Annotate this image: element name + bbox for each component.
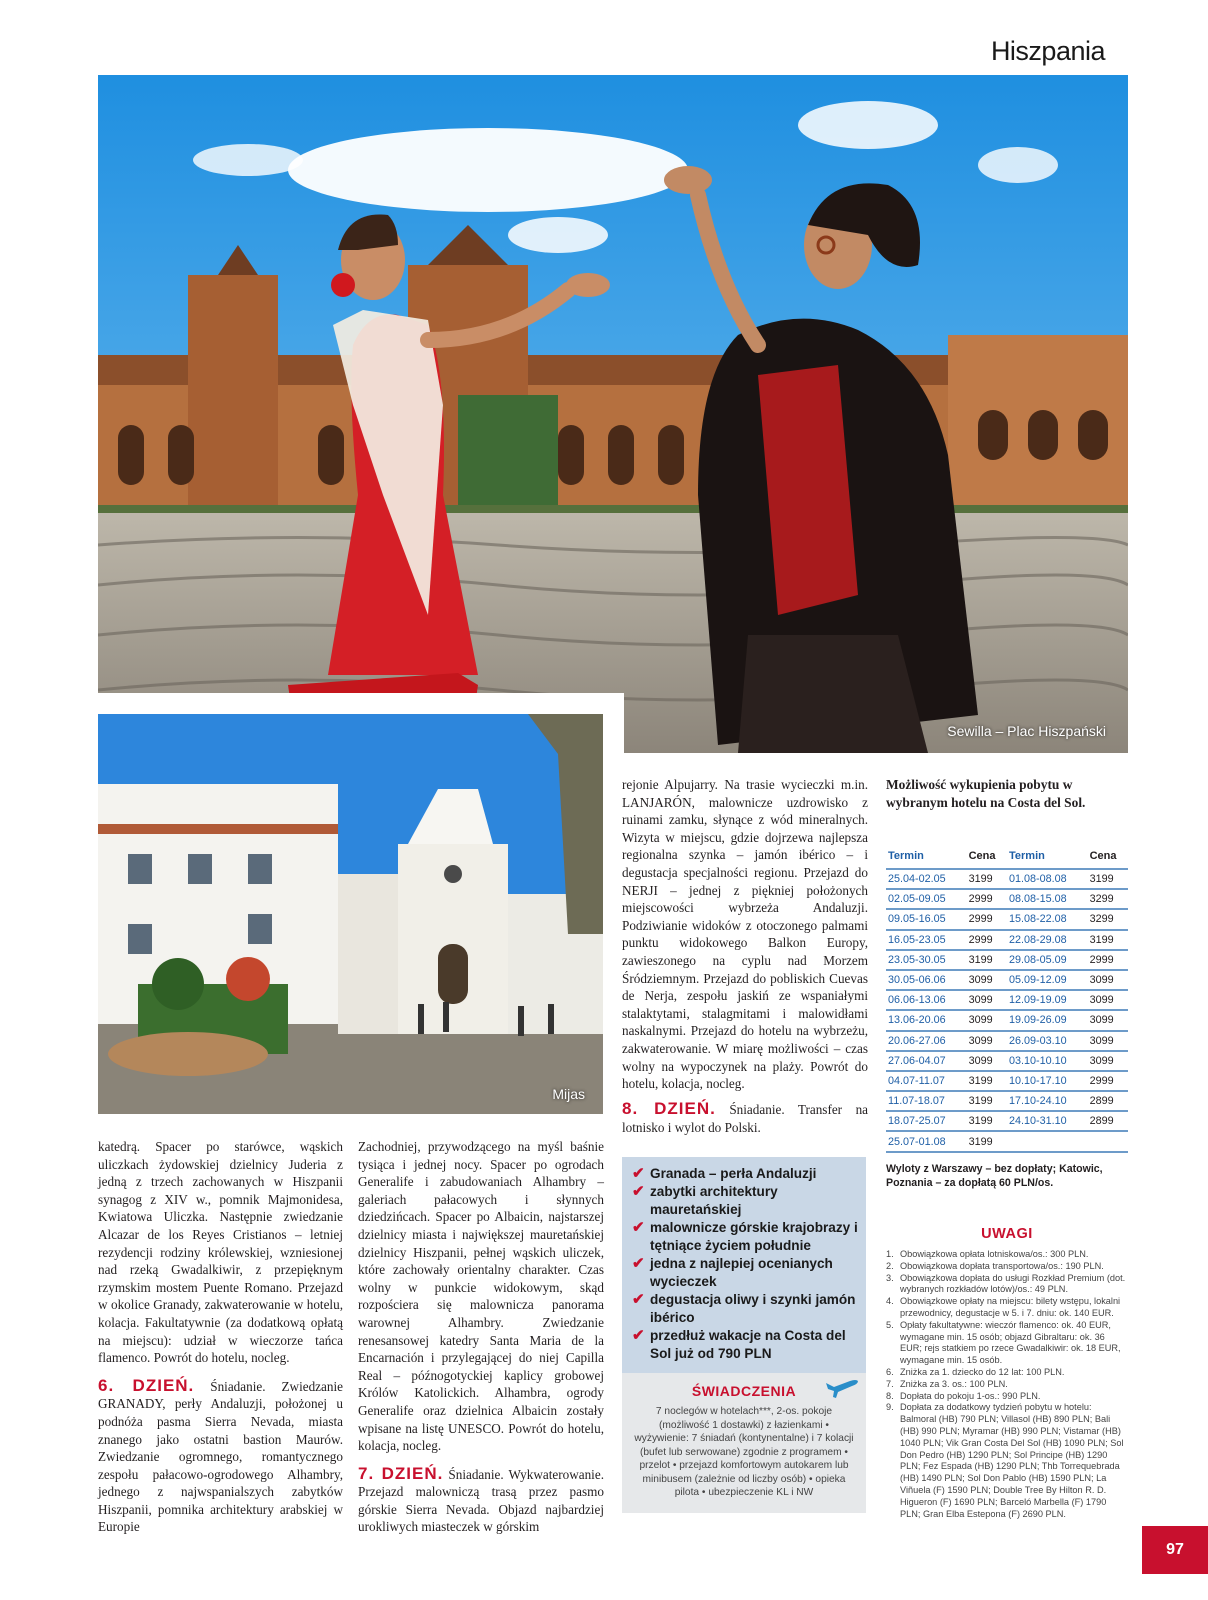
price-cell: 3199 (967, 869, 1007, 889)
highlight-item: ✔ degustacja oliwy i szynki jamón ibérico (632, 1291, 856, 1325)
price-cell: 3199 (1088, 869, 1128, 889)
price-cell: 2899 (1088, 1091, 1128, 1111)
date-cell: 25.07-01.08 (886, 1131, 967, 1151)
date-cell: 08.08-15.08 (1007, 889, 1088, 909)
note-text: Obowiązkowa dopłata do usługi Rozkład Premium (dot. wybranych rozkładów lotów)/os.: 49 PLN. (900, 1272, 1126, 1295)
note-number: 9. (886, 1402, 894, 1413)
date-cell: 01.08-08.08 (1007, 869, 1088, 889)
price-cell: 2999 (967, 889, 1007, 909)
date-cell: 12.09-19.09 (1007, 990, 1088, 1010)
photo-caption: Mijas (552, 1086, 585, 1102)
date-cell: 03.10-10.10 (1007, 1051, 1088, 1071)
note-text: Zniżka za 1. dziecko do 12 lat: 100 PLN. (900, 1366, 1065, 1377)
note-item (886, 1402, 1128, 1520)
note-text: Dopłata za dodatkowy tydzień pobytu w hotelu: Balmoral (HB) 790 PLN; Villasol (HB) 890 PLN; Bali (HB) 990 PLN; Myramar (HB) 990 PLN; Vistamar (HB) 1040 PLN; Vik Gran Costa Del Sol (HB) 1090 PLN; Sol Don Pedro (HB) 1290 PLN; Sol Principe (HB) 1290 PLN; Fez Espada (HB) 1290 PLN; Thb Torrequebrada (HB) 1490 PLN; Sol Don Pablo (HB) 1590 PLN; La Viñuela (F) 1590 PLN; Double Tree By Hilton R. D. Higueron (F) 1690 PLN; Barceló Marbella (F) 1790 PLN; Gran Elba Estepona (F) 2690 PLN. (900, 1402, 1124, 1519)
note-number: 8. (886, 1390, 894, 1401)
date-cell: 09.05-16.05 (886, 909, 967, 929)
itinerary-paragraph: Zachodniej, przywodzącego na myśl baśnie tysiąca i jednej nocy. Spacer po ogrodach Generalife i zabudowaniach Alhambry – galeriach pałacowych i słynnych dziedzińcach. Spacer po Albaicin, najstarszej dzielnicy miasta i największej mauretańskiej dzielnicy Hiszpanii, pełnej wąskich uliczek, które zachowały orientalny charakter. Czas wolny w punkcie widokowym, skąd rozpościera się malownicza panorama warownej Alhambry. Zwiedzanie renesansowej katedry Santa Maria de la Encarnación i przylegającej do niej Capilla Real – późnogotyckiej kaplicy grobowej Królów Katolickich. Alhambra, ogrody Generalife oraz dzielnica Albaicin zostały wpisane na listę UNESCO. Powrót do hotelu, kolacja, nocleg. (358, 1139, 604, 1454)
price-cell: 2999 (967, 909, 1007, 929)
table-row (886, 889, 1128, 909)
date-cell: 26.09-03.10 (1007, 1031, 1088, 1051)
highlight-item: ✔ jedna z najlepiej ocenianych wycieczek (632, 1255, 833, 1289)
date-cell: 19.09-26.09 (1007, 1010, 1088, 1030)
check-icon: ✔ (632, 1291, 645, 1308)
date-cell: 27.06-04.07 (886, 1051, 967, 1071)
price-cell: 3099 (1088, 1031, 1128, 1051)
note-text: Obowiązkowe opłaty na miejscu: bilety wstępu, lokalni przewodnicy, degustacje w 5. i 7. dniu: ok. 140 EUR. (900, 1296, 1121, 1318)
date-cell: 02.05-09.05 (886, 889, 967, 909)
note-text: Opłaty fakultatywne: wieczór flamenco: ok. 40 EUR, wymagane min. 15 osób; objazd Gibraltaru: ok. 36 EUR; rejs statkiem po rzece Gwadalkiwir: ok. 18 EUR, wymagane min. 15 osób. (900, 1319, 1121, 1366)
table-header-row (886, 848, 1128, 869)
price-cell: 3199 (1088, 930, 1128, 950)
itinerary-column-3 (622, 776, 868, 1093)
services-box (622, 1373, 866, 1513)
price-cell: 3099 (1088, 990, 1128, 1010)
flights-note: Wyloty z Warszawy – bez dopłaty; Katowic, Poznania – za dopłatą 60 PLN/os. (886, 1163, 1103, 1189)
highlight-item: ✔ Granada – perła Andaluzji (632, 1165, 817, 1182)
note-item (886, 1391, 1128, 1403)
table-row (886, 1091, 1128, 1111)
note-number: 4. (886, 1296, 894, 1307)
table-row (886, 1031, 1128, 1051)
table-row (886, 930, 1128, 950)
date-cell: 15.08-22.08 (1007, 909, 1088, 929)
page-title: Hiszpania (990, 36, 1105, 66)
price-cell: 3099 (967, 990, 1007, 1010)
note-item (886, 1367, 1128, 1379)
note-text: Obowiązkowa opłata lotniskowa/os.: 300 PLN. (900, 1249, 1089, 1259)
check-icon: ✔ (632, 1165, 645, 1182)
note-item (886, 1320, 1128, 1367)
price-cell: 3199 (967, 1111, 1007, 1131)
itinerary-day (98, 1377, 343, 1536)
column-header: Cena (968, 850, 996, 862)
date-cell: 23.05-30.05 (886, 950, 967, 970)
day-text: Śniadanie. Transfer na lotnisko i wylot do Polski. (622, 1102, 869, 1135)
note-number: 2. (886, 1260, 894, 1271)
price-cell: 2999 (1088, 1071, 1128, 1091)
date-cell: 13.06-20.06 (886, 1010, 967, 1030)
itinerary-day (358, 1465, 604, 1536)
column-header: Termin (888, 850, 924, 862)
date-cell: 04.07-11.07 (886, 1071, 967, 1091)
note-item (886, 1379, 1128, 1391)
note-text: Obowiązkowa dopłata transportowa/os.: 190 PLN. (900, 1260, 1104, 1271)
column-header: Cena (1089, 850, 1117, 862)
table-row (886, 1051, 1128, 1071)
price-table (886, 848, 1128, 1153)
note-text: Zniżka za 3. os.: 100 PLN. (900, 1378, 1008, 1389)
note-text: Dopłata do pokoju 1-os.: 990 PLN. (900, 1390, 1041, 1401)
date-cell: 20.06-27.06 (886, 1031, 967, 1051)
date-cell: 06.06-13.06 (886, 990, 967, 1010)
date-cell: 18.07-25.07 (886, 1111, 967, 1131)
services-title: ŚWIADCZENIA (691, 1383, 797, 1399)
offer-intro: Możliwość wykupienia pobytu w wybranym hotelu na Costa del Sol. (886, 777, 1086, 810)
itinerary-day (622, 1100, 868, 1136)
price-cell: 3099 (1088, 970, 1128, 990)
itinerary-paragraph: rejonie Alpujarry. Na trasie wycieczki m.in. LANJARÓN, malownicze uzdrowisko z ruinami zamku, słynące z wód mineralnych. Wizyta w miejscu, gdzie dojrzewa najlepsza regionalna szynka – jamón ibérico – i degustacja specjalności regionu. Przejazd do NERJI – jednej z piękniej położonych miejscowości wybrzeża Andaluzji. Podziwianie widoków z otoczonego palmami punktu widokowego Balkon Europy, zawieszonego na cyplu nad Morzem Śródziemnym. Przejazd do pobliskich Cuevas de Nerja, zespołu jaskiń ze wspaniałymi stalaktytami, stalagmitami i malowidłami naskalnymi. Przejazd do hotelu na wybrzeżu, zakwaterowanie. W miarę możliwości – czas wolny na wypoczynek na plaży. Powrót do hotelu, kolacja, nocleg. (622, 777, 868, 1092)
table-row (886, 1131, 1128, 1151)
check-icon: ✔ (632, 1327, 645, 1344)
price-cell: 3099 (967, 1051, 1007, 1071)
table-row (886, 950, 1128, 970)
price-cell: 2999 (1088, 950, 1128, 970)
day-heading: 8. DZIEŃ. (622, 1099, 716, 1118)
date-cell: 10.10-17.10 (1007, 1071, 1088, 1091)
price-cell: 3099 (967, 970, 1007, 990)
note-number: 7. (886, 1378, 894, 1389)
date-cell: 11.07-18.07 (886, 1091, 967, 1111)
note-item (886, 1296, 1128, 1320)
date-cell: 16.05-23.05 (886, 930, 967, 950)
highlights-box (622, 1157, 866, 1373)
note-item (886, 1261, 1128, 1273)
note-number: 1. (886, 1249, 894, 1259)
day-text: Śniadanie. Zwiedzanie GRANADY, perły Andaluzji, położonej u podnóża pasma Sierra Nevada, miasta znanego jako ostatni bastion Maurów. Zwiedzanie ogromnego, romantycznego zespołu pałacowo-ogrodowego Alhambry, jednego z najwspanialszych zabytków Hiszpanii, pomnika architektury arabskiej w Europie (98, 1378, 343, 1535)
table-row (886, 869, 1128, 889)
itinerary-column-1 (98, 1138, 343, 1536)
highlight-item: ✔ przedłuż wakacje na Costa del Sol już od 790 PLN (632, 1327, 846, 1361)
column-header: Termin (1008, 850, 1045, 862)
date-cell: 17.10-24.10 (1007, 1091, 1088, 1111)
table-row (886, 1010, 1128, 1030)
date-cell (1007, 1131, 1088, 1151)
table-row (886, 909, 1128, 929)
price-cell: 3199 (967, 1091, 1007, 1111)
itinerary-column-2 (358, 1138, 604, 1536)
note-number: 3. (886, 1272, 894, 1283)
note-item (886, 1249, 1128, 1261)
price-cell: 3299 (1088, 889, 1128, 909)
price-cell: 3099 (1088, 1051, 1128, 1071)
date-cell: 24.10-31.10 (1007, 1111, 1088, 1131)
date-cell: 25.04-02.05 (886, 869, 967, 889)
price-cell: 3299 (1088, 909, 1128, 929)
day-text: Śniadanie. Wykwaterowanie. Przejazd malowniczą trasą przez pasmo górskie Sierra Nevada. Objazd najbardziej urokliwych miasteczek w górskim (358, 1466, 604, 1535)
date-cell: 05.09-12.09 (1007, 970, 1088, 990)
price-cell: 3199 (967, 950, 1007, 970)
table-row (886, 1111, 1128, 1131)
price-cell: 3099 (967, 1010, 1007, 1030)
highlight-item: ✔ malownicze górskie krajobrazy i tętniące życiem południe (632, 1219, 858, 1253)
notes-title: UWAGI (981, 1226, 1033, 1242)
check-icon: ✔ (632, 1183, 645, 1200)
note-number: 6. (886, 1366, 894, 1377)
price-cell: 3099 (1088, 1010, 1128, 1030)
highlight-item: ✔ zabytki architektury mauretańskiej (632, 1183, 778, 1217)
table-row (886, 990, 1128, 1010)
page-number: 97 (1142, 1526, 1208, 1574)
notes-list (886, 1249, 1128, 1520)
price-cell: 3199 (967, 1071, 1007, 1091)
date-cell: 22.08-29.08 (1007, 930, 1088, 950)
price-cell: 3099 (967, 1031, 1007, 1051)
price-cell: 2999 (967, 930, 1007, 950)
price-cell (1088, 1131, 1128, 1151)
price-cell: 2899 (1088, 1111, 1128, 1131)
secondary-photo (98, 714, 603, 1114)
day-heading: 6. DZIEŃ. (98, 1375, 195, 1395)
day-heading: 7. DZIEŃ. (358, 1463, 444, 1483)
hero-photo (98, 75, 1128, 753)
photo-caption: Sewilla – Plac Hiszpański (947, 723, 1106, 739)
check-icon: ✔ (632, 1219, 645, 1236)
price-cell: 3199 (967, 1131, 1007, 1151)
note-item (886, 1273, 1128, 1297)
date-cell: 29.08-05.09 (1007, 950, 1088, 970)
plane-icon (824, 1377, 860, 1399)
note-number: 5. (886, 1319, 894, 1330)
services-text: 7 noclegów w hotelach***, 2-os. pokoje (możliwość 1 dostawki) z łazienkami • wyżywienie: 7 śniadań (kontynentalne) i 7 kolacji (bufet lub serwowane) zgodnie z programem • przelot • przejazd komfortowym autokarem lub minibusem (zależnie od liczby osób) • opieka pilota • ubezpieczenie KL i NW (634, 1406, 854, 1498)
check-icon: ✔ (632, 1255, 645, 1272)
itinerary-paragraph: katedrą. Spacer po starówce, wąskich uliczkach żydowskiej dzielnicy Juderia z jedną z trzech zachowanych w Hiszpanii synagog z XIV w., pomnik Majmonidesa, Kwiatowa Uliczka. Następnie zwiedzanie Alcazar de los Reyes Cristianos – letniej rezydencji rodziny królewskiej, wzniesionej nad rzeką Gwadalkiwir, z przepięknym rzymskim mostem Puente Romano. Przejazd w okolice Granady, zakwaterowanie w hotelu, kolacja. Fakultatywnie (za dodatkową opłatą na miejscu): udział w wieczorze tańca flamenco. Powrót do hotelu, nocleg. (98, 1139, 343, 1366)
table-row (886, 970, 1128, 990)
date-cell: 30.05-06.06 (886, 970, 967, 990)
table-row (886, 1071, 1128, 1091)
